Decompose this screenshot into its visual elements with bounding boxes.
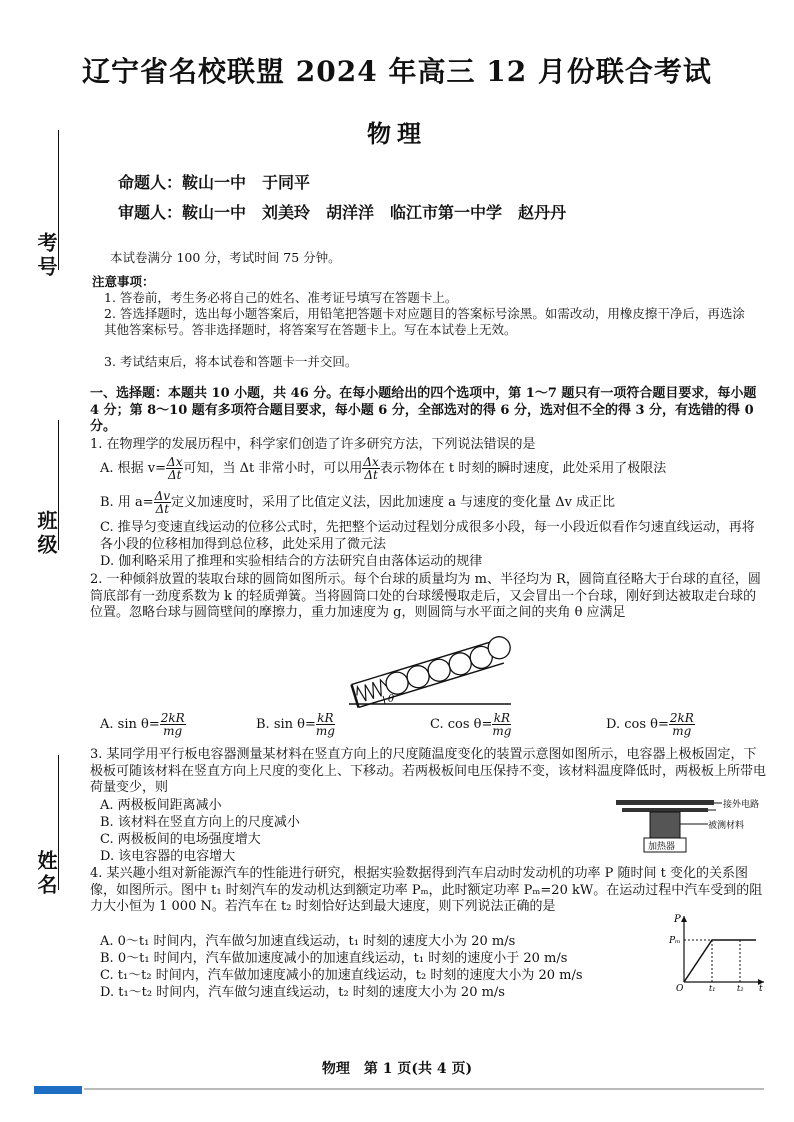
q2-stem: 2. 一种倾斜放置的装取台球的圆筒如图所示。每个台球的质量均为 m、半径均为 R，圆筒直径略大于台球的直径，圆筒底部有一劲度系数为 k 的轻质弹簧。当将圆筒口处的台球缓慢取走后，又会冒出一个台球，刚好到达被取走台球的位置。忽略台球与圆筒壁间的摩擦力，重力加速度为 g，则圆筒与水平面之间的夹角 θ 应满足 — [90, 572, 761, 620]
numerator: Δx — [167, 455, 183, 469]
fraction — [669, 712, 695, 737]
page-footer: 物理 第 1 页(共 4 页) — [321, 1061, 473, 1077]
fraction — [160, 712, 186, 737]
q4-option-d: D. t₁～t₂ 时间内，汽车做匀速直线运动，t₂ 时刻的速度大小为 20 m/s — [100, 985, 505, 1000]
power-time-graph — [668, 912, 768, 992]
exam-title: 辽宁省名校联盟 2024 年高三 12 月份联合考试 — [82, 55, 712, 88]
denominator: mg — [315, 724, 335, 738]
heater-label: 加热器 — [648, 842, 676, 852]
exam-no-label: 考号 — [34, 232, 58, 280]
q4-option-b: B. 0～t₁ 时间内，汽车做加速度减小的加速直线运动，t₁ 时刻的速度小于 20 m/s — [100, 951, 568, 966]
power-curve — [684, 940, 756, 982]
denominator: mg — [163, 724, 183, 738]
q1-a-pre: A. 根据 v= — [100, 461, 167, 476]
fraction — [316, 712, 335, 737]
q1-option-b — [100, 490, 770, 515]
q2-a-pre: A. sin θ= — [100, 717, 160, 732]
fraction — [492, 712, 511, 737]
q2-c-pre: C. cos θ= — [430, 717, 493, 732]
denominator: Δt — [155, 502, 170, 516]
fraction — [362, 456, 379, 481]
denominator: Δt — [168, 468, 182, 482]
q2-option-d — [606, 712, 695, 737]
q3-option-d: D. 该电容器的电容增大 — [100, 849, 236, 864]
fraction — [154, 490, 171, 515]
circuit-label: 接外电路 — [723, 800, 760, 810]
x-axis-label: t — [759, 984, 763, 992]
reviewer-line: 审题人：鞍山一中 刘美玲 胡洋洋 临江市第一中学 赵丹丹 — [118, 203, 567, 222]
theta-label: θ — [388, 694, 395, 705]
q4-stem: 4. 某兴趣小组对新能源汽车的性能进行研究，根据实验数据得到汽车启动时发动机的功率 P 随时间 t 变化的关系图像，如图所示。图中 t₁ 时刻汽车的发动机达到额定功率 Pₘ，此时额定功率 Pₘ=20 kW。在运动过程中汽车受到的阻力大小恒为 1 000 N。若汽车在 t₂ 时刻恰好达到最大速度，则下列说法正确的是 — [90, 866, 763, 914]
material-block — [650, 812, 680, 838]
upper-plate — [616, 800, 714, 805]
class-label: 班级 — [34, 510, 58, 558]
q4-option-c: C. t₁～t₂ 时间内，汽车做加速度减小的加速直线运动，t₂ 时刻的速度大小为 20 m/s — [100, 968, 583, 983]
q2-option-a — [100, 712, 186, 737]
q1-option-a — [100, 456, 770, 481]
notice-item-3: 3. 考试结束后，将本试卷和答题卡一并交回。 — [104, 354, 358, 369]
subject-title: 物理 — [367, 119, 427, 148]
q4-option-a: A. 0～t₁ 时间内，汽车做匀加速直线运动，t₁ 时刻的速度大小为 20 m/s — [100, 934, 516, 949]
numerator: kR — [493, 711, 511, 725]
q2-option-c — [430, 712, 511, 737]
setter-line: 命题人：鞍山一中 于同平 — [118, 173, 311, 192]
exam-no-line — [58, 130, 59, 270]
lower-plate — [622, 808, 708, 812]
numerator: kR — [317, 711, 334, 725]
q1-option-d: D. 伽利略采用了推理和实验相结合的方法研究自由落体运动的规律 — [100, 554, 483, 569]
q1-b-pre: B. 用 a= — [100, 495, 154, 510]
q2-b-pre: B. sin θ= — [256, 717, 316, 732]
notice-heading: 注意事项： — [92, 274, 155, 289]
section-1-heading: 一、选择题：本题共 10 小题，共 46 分。在每小题给出的四个选项中，第 1～7 题只有一项符合题目要求，每小题 4 分；第 8～10 题有多项符合题目要求，每小题 6 分，全部选对的得 6 分，选对但不全的得 3 分，有选错的得 0 分。 — [90, 386, 757, 434]
q3-option-a: A. 两极板间距离减小 — [100, 798, 222, 813]
y-axis-label: P — [674, 914, 681, 925]
q3-option-c: C. 两极板间的电场强度增大 — [100, 832, 261, 847]
capacitor-figure — [608, 796, 768, 860]
numerator: 2kR — [669, 711, 694, 725]
pm-label: Pₘ — [669, 936, 681, 946]
billiard-tube-figure — [345, 628, 515, 708]
numerator: Δx — [363, 455, 379, 469]
denominator: mg — [672, 724, 692, 738]
name-line — [58, 755, 59, 890]
t1-label: t₁ — [709, 984, 716, 992]
q1-b-post: 定义加速度时，采用了比值定义法，因此加速度 a 与速度的变化量 Δv 成正比 — [171, 495, 616, 510]
notice-item-1: 1. 答卷前，考生务必将自己的姓名、准考证号填写在答题卡上。 — [104, 290, 458, 305]
origin-label: O — [676, 984, 684, 992]
fraction — [166, 456, 183, 481]
denominator: Δt — [364, 468, 378, 482]
q1-a-post: 表示物体在 t 时刻的瞬时速度，此处采用了极限法 — [379, 461, 667, 476]
footer-rule — [84, 1088, 764, 1090]
q3-option-b: B. 该材料在竖直方向上的尺度减小 — [100, 815, 300, 830]
q2-option-b — [256, 712, 335, 737]
q2-d-pre: D. cos θ= — [606, 717, 669, 732]
notice-item-2: 2. 答选择题时，选出每小题答案后，用铅笔把答题卡对应题目的答案标号涂黑。如需改动，用橡皮擦干净后，再选涂其他答案标号。答非选择题时，将答案写在答题卡上。写在本试卷上无效。 — [104, 306, 745, 337]
q3-stem: 3. 某同学用平行板电容器测量某材料在竖直方向上的尺度随温度变化的装置示意图如图所示，电容器上极板固定，下极板可随该材料在竖直方向上尺度的变化上、下移动。若两极板间电压保持不变，该材料温度降低时，两极板上所带电荷量变少，则 — [90, 747, 767, 795]
material-label: 被测材料 — [708, 821, 745, 831]
name-label: 姓名 — [34, 850, 58, 898]
class-line — [58, 420, 59, 550]
q1-stem: 1. 在物理学的发展历程中，科学家们创造了许多研究方法，下列说法错误的是 — [90, 437, 536, 452]
denominator: mg — [492, 724, 512, 738]
footer-accent-bar — [34, 1086, 82, 1094]
q1-option-c: C. 推导匀变速直线运动的位移公式时，先把整个运动过程划分成很多小段，每一小段近似看作匀速直线运动，再将各小段的位移相加得到总位移，此处采用了微元法 — [100, 520, 755, 552]
t2-label: t₂ — [737, 984, 744, 992]
numerator: 2kR — [160, 711, 185, 725]
exam-info: 本试卷满分 100 分，考试时间 75 分钟。 — [110, 250, 341, 265]
numerator: Δv — [154, 489, 171, 503]
q1-a-mid: 可知，当 Δt 非常小时，可以用 — [183, 461, 363, 476]
